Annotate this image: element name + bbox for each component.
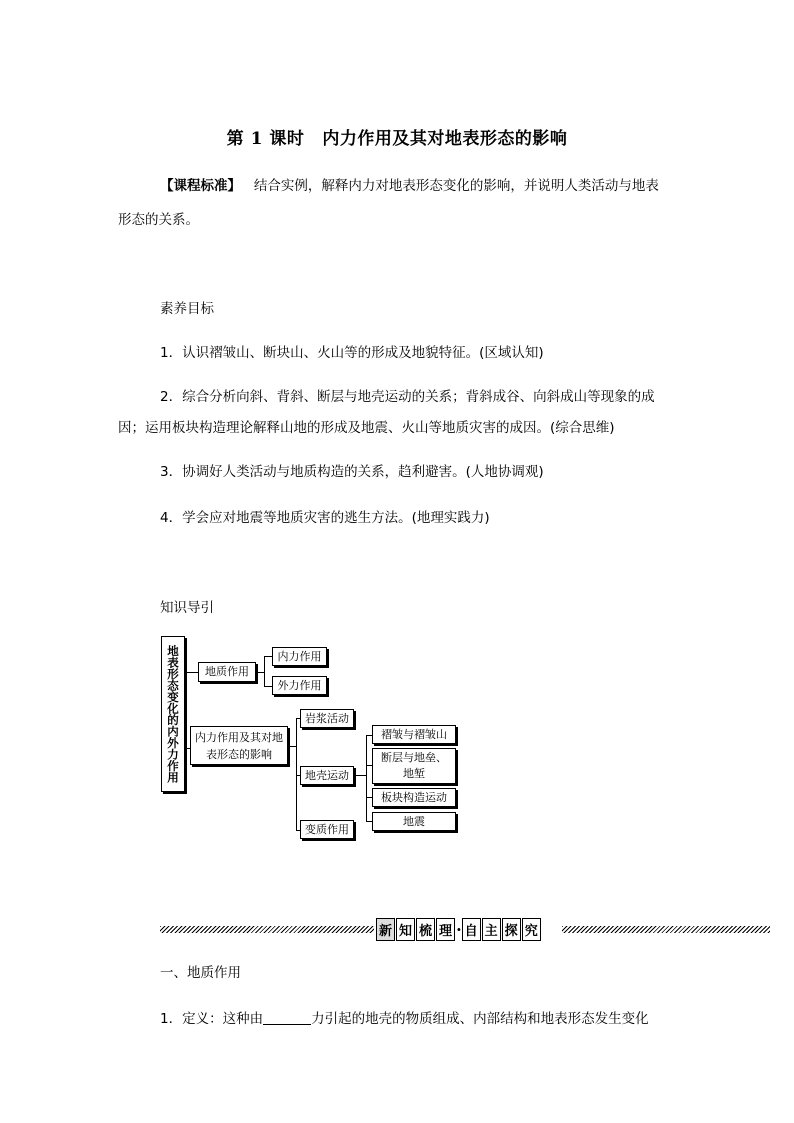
banner-char-1: 新 <box>376 918 395 941</box>
diagram-internal-effect-box: 内力作用及其对地表形态的影响 <box>190 726 288 765</box>
page-title <box>0 124 794 149</box>
diagram-crust-box: 地壳运动 <box>300 766 354 785</box>
diagram-geology-box: 地质作用 <box>198 662 256 682</box>
definition-suffix: 力引起的地壳的物质组成、内部结构和地表形态发生变化 <box>311 1011 649 1027</box>
goal-item-1: 1．认识褶皱山、断块山、火山等的形成及地貌特征。(区域认知) <box>160 345 544 361</box>
banner-char-6: 主 <box>482 918 501 941</box>
banner-char-3: 梳 <box>416 918 435 941</box>
diagram-internal-box: 内力作用 <box>272 647 327 666</box>
diagram-magma-box: 岩浆活动 <box>300 709 354 728</box>
goal-item-4: 4．学会应对地震等地质灾害的逃生方法。(地理实践力) <box>160 510 490 526</box>
banner-hatch-right <box>562 926 770 933</box>
goal-item-2b: 因；运用板块构造理论解释山地的形成及地震、火山等地质灾害的成因。(综合思维) <box>118 420 615 436</box>
diagram-external-box: 外力作用 <box>272 676 327 695</box>
standard-text: 结合实例，解释内力对地表形态变化的影响，并说明人类活动与地表 <box>253 178 659 194</box>
diagram-metamorph-box: 变质作用 <box>300 820 354 839</box>
diagram-fault-box: 断层与地垒、地堑 <box>372 748 456 784</box>
goal-item-2a: 2．综合分析向斜、背斜、断层与地壳运动的关系；背斜成谷、向斜成山等现象的成 <box>160 389 655 405</box>
banner-dot: · <box>456 920 462 939</box>
banner-char-7: 探 <box>502 918 521 941</box>
goals-heading: 素养目标 <box>160 301 214 317</box>
definition-blank[interactable] <box>263 1010 311 1025</box>
banner-char-4: 理 <box>436 918 455 941</box>
title-topic: 内力作用及其对地表形态的影响 <box>322 129 568 149</box>
guide-heading: 知识导引 <box>160 600 214 616</box>
definition-line <box>160 1008 649 1030</box>
banner-hatch-left <box>160 926 374 933</box>
section-heading: 一、地质作用 <box>160 965 241 981</box>
diagram-quake-box: 地震 <box>372 812 456 831</box>
course-standard <box>160 175 680 197</box>
definition-prefix: 1．定义：这种由 <box>160 1011 264 1027</box>
title-lesson: 第 1 课时 <box>226 129 305 149</box>
diagram-root-box <box>161 636 185 792</box>
diagram-root-label: 地表形态变化的内外力作用 <box>166 645 180 783</box>
section-banner <box>376 918 542 941</box>
diagram-fold-box: 褶皱与褶皱山 <box>372 725 456 744</box>
diagram-plate-box: 板块构造运动 <box>372 788 456 807</box>
goal-item-3: 3．协调好人类活动与地质构造的关系，趋利避害。(人地协调观) <box>160 464 544 480</box>
banner-char-8: 究 <box>522 918 541 941</box>
standard-text-cont: 形态的关系。 <box>118 212 199 228</box>
banner-char-2: 知 <box>396 918 415 941</box>
banner-char-5: 自 <box>462 918 481 941</box>
standard-label: 【课程标准】 <box>160 178 241 194</box>
